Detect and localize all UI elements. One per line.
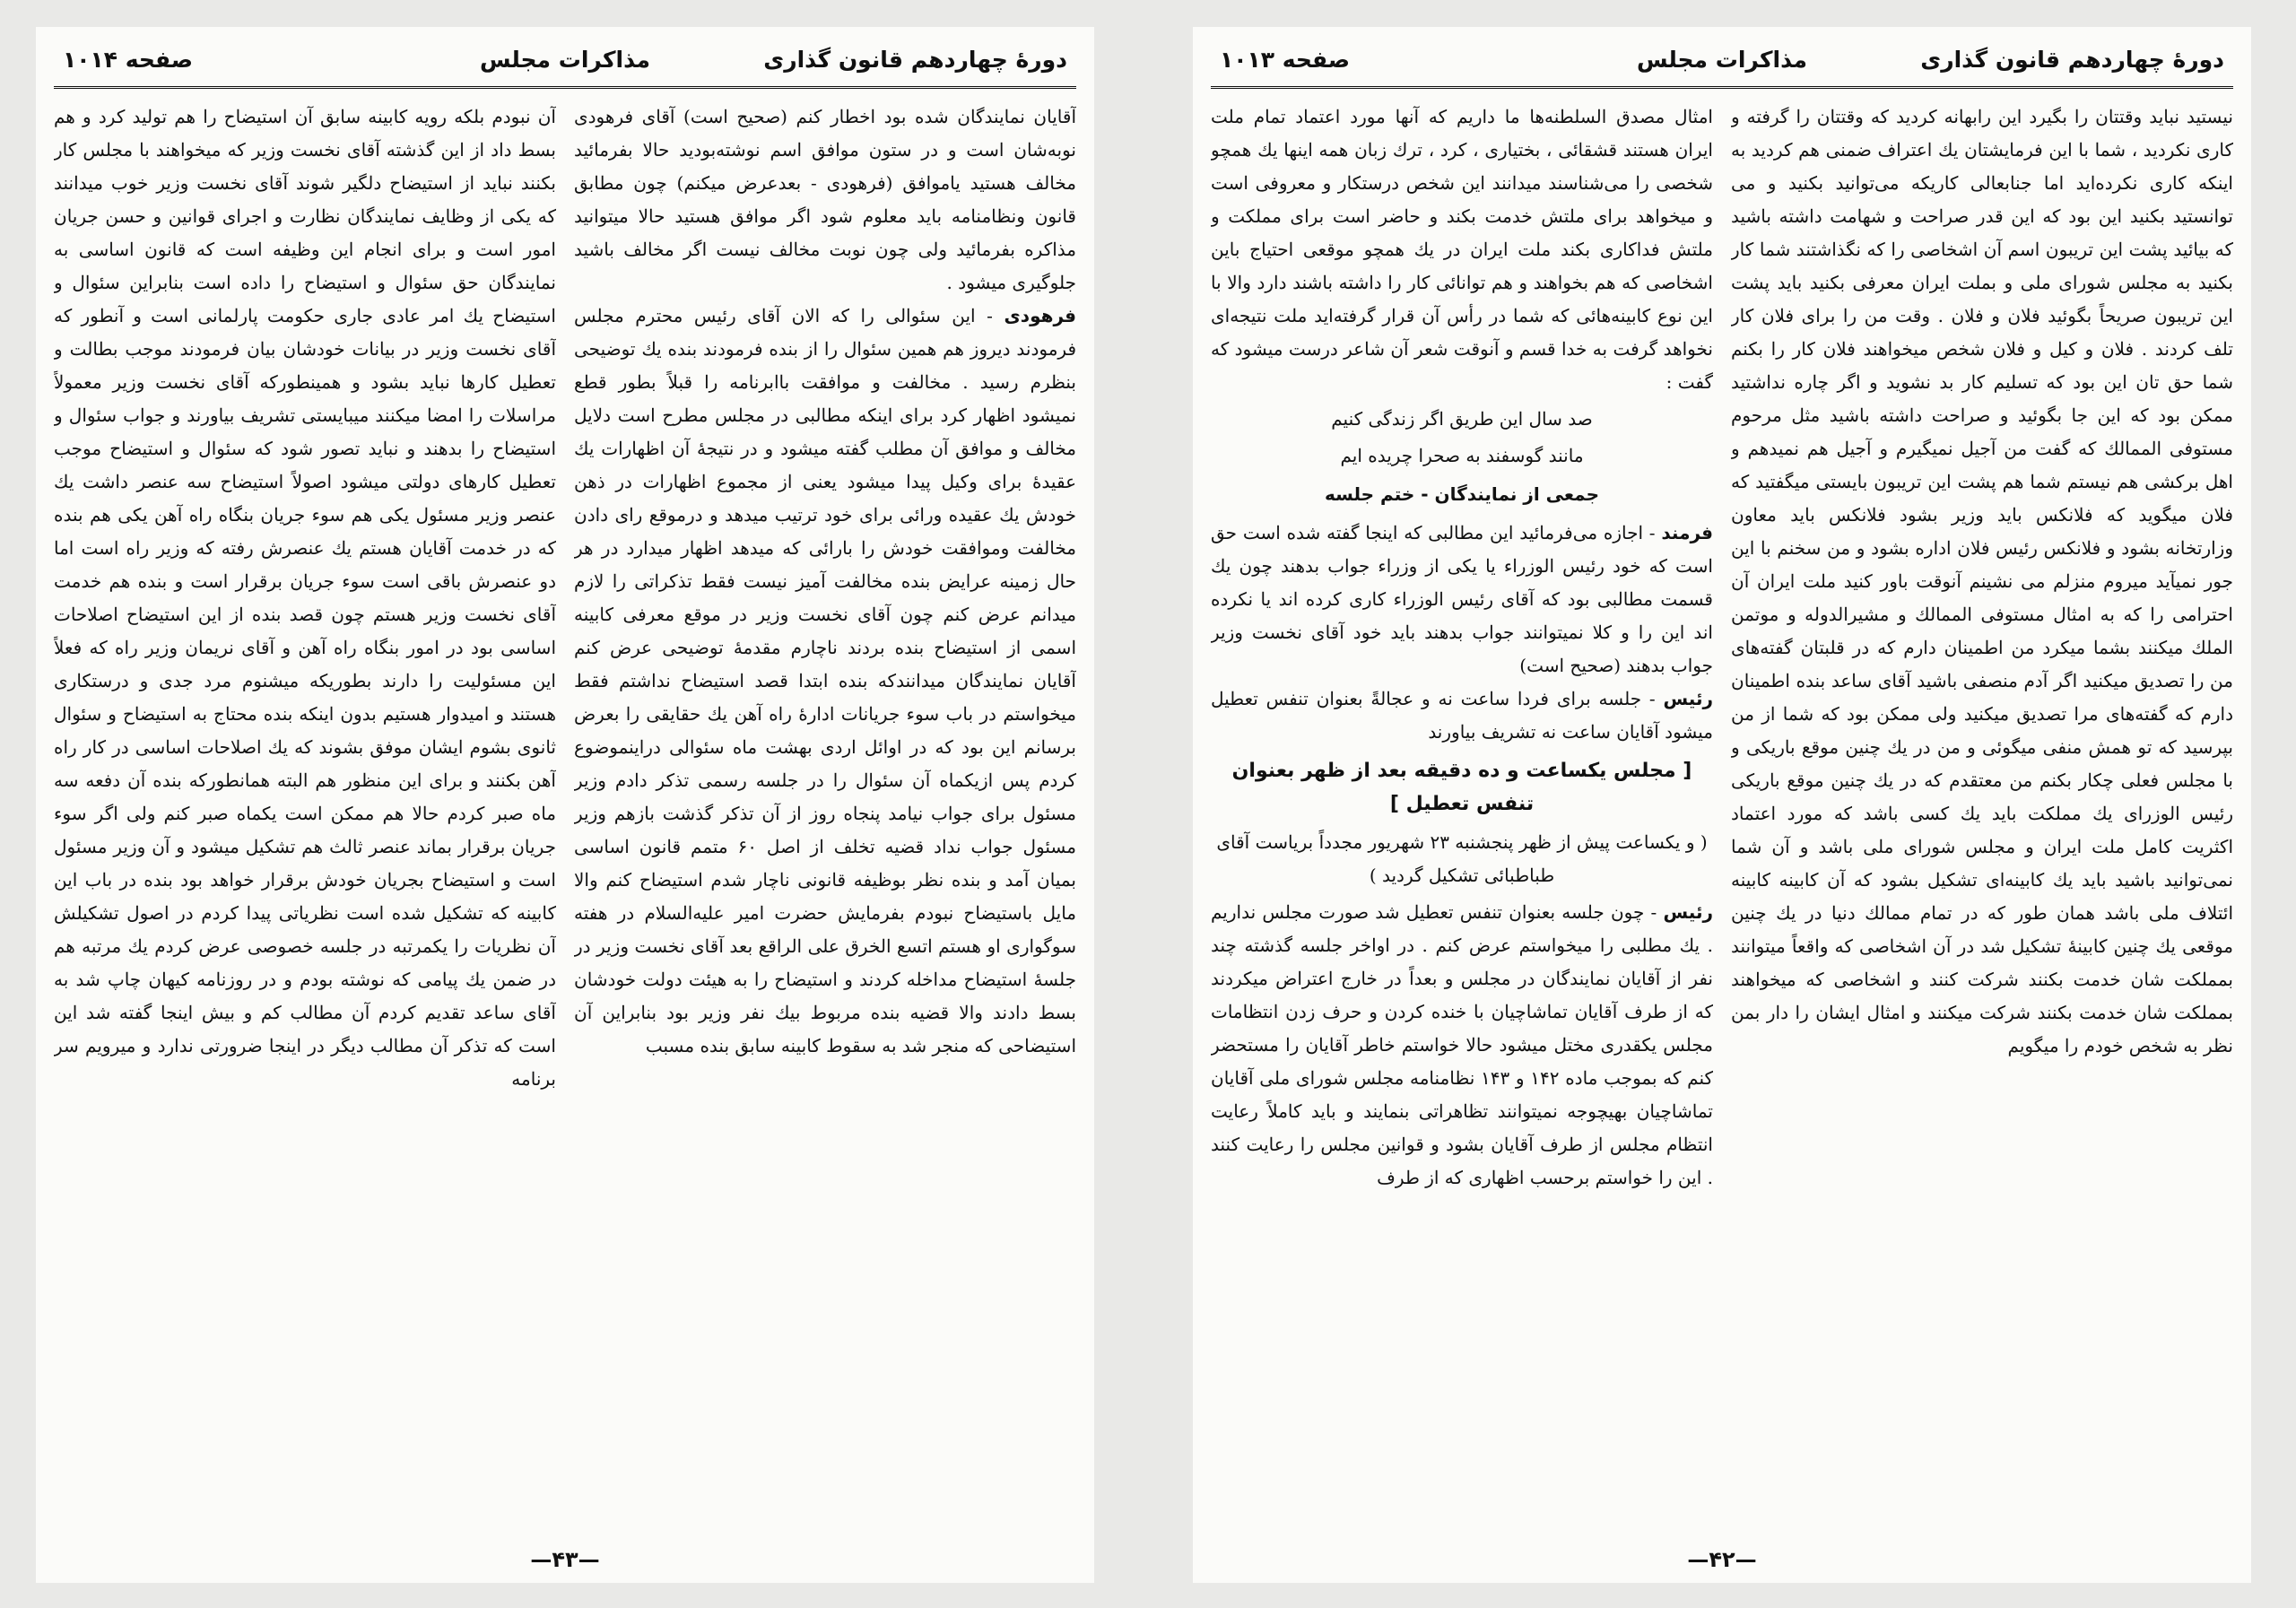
poem-line: مانند گوسفند به صحرا چریده ایم <box>1340 445 1584 466</box>
poem-line: صد سال این طریق اگر زندگی کنیم <box>1331 408 1593 430</box>
speaker-name: رئیس <box>1663 688 1713 709</box>
section-heading: جمعی از نمایندگان - ختم جلسه <box>1324 483 1599 505</box>
session-note: ( و یکساعت پیش از ظهر پنجشنبه ۲۳ شهریور مجدداً بریاست آقای طباطبائی تشکیل گردید ) <box>1216 831 1708 886</box>
speech-text: - جلسه برای فردا ساعت نه و عجالةً بعنوان تنفس تعطیل میشود آقایان ساعت نه تشریف بیاورند <box>1211 688 1713 743</box>
speaker-name: فرمند <box>1661 522 1713 543</box>
journal-title: مذاکرات مجلس <box>479 47 651 73</box>
speech-text: - چون جلسه بعنوان تنفس تعطیل شد صورت مجلس نداریم . یك مطلبی را میخواستم عرض کنم . در اواخر جلسه گذشته چند نفر از آقایان نمایندگان در مجلس و بعداً در خارج اعتراض میکردند که از طرف آقایان تماشاچیان با خنده کردن و حرف زدن انتظامات مجلس یکقدری مختل میشود حالا خواستم خاطر آقایان را مستحضر کنم که بموجب ماده ۱۴۲ و ۱۴۳ نظامنامه مجلس شورای ملی آقایان تماشاچیان بهیچوجه نمیتوانند تظاهراتی بنمایند و باید کاملاً رعایت انتظام مجلس از طرف آقایان بشود و قوانین مجلس را رعایت کنند . این را خواستم برحسب اظهاری که از طرف <box>1211 901 1713 1188</box>
paragraph <box>1211 896 1713 1195</box>
page-header <box>54 47 1076 83</box>
speaker-name: فرهودی <box>1004 305 1076 326</box>
page-label: صفحه ۱۰۱۳ <box>1220 47 1351 73</box>
text-column-left <box>1211 100 1713 1508</box>
page-footer-number: —۴۳— <box>530 1547 600 1572</box>
speaker-name: رئیس <box>1663 901 1713 923</box>
speech-text: - این سئوالی را که الان آقای رئیس محترم مجلس فرمودند دیروز هم همین سئوال را از بنده فرمودند بنده یك توضیحی بنظرم رسید . مخالفت و موافقت باابرنامه را قبلاً بطور قطع نمیشود اظهار کرد برای اینکه مطالبی در مجلس مطرح است دلایل مخالف و موافق آن مطلب گفته میشود و در نتیجهٔ آن اظهارات یك عقیدهٔ برای وکیل پیدا میشود یعنی از مجموع اظهارات در ذهن خودش یك عقیده ورائی برای خود ترتیب میدهد و درموقع رای دادن مخالفت وموافقت خودش را بارائی که میدهد اظهار میدارد در هر حال زمینه عرایض بنده مخالفت آمیز نیست فقط تذکراتی را لازم میدانم عرض کنم چون آقای نخست وزیر در موقع معرفی کابینه اسمی از استیضاح بنده بردند ناچارم مقدمهٔ توضیحی عرض کنم آقایان نمایندگان میدانندکه بنده ابتدا قصد استیضاح نداشتم فقط میخواستم در باب سوء جریانات ادارهٔ راه آهن یك حقایقی را بعرض برسانم این بود که در اوائل اردی بهشت ماه سئوالی دراینموضوع کردم پس ازیکماه آن سئوال را در جلسه رسمی تذکر دادم وزیر مسئول برای جواب نیامد پنجاه روز از آن تذکر گذشت بازهم وزیر مسئول جواب نداد قضیه تخلف از اصل ۶۰ متمم قانون اساسی بمیان آمد و بنده نظر بوظیفه قانونی ناچار شدم استیضاح کنم والا مایل باستیضاح نبودم بفرمایش حضرت امیر علیه‌السلام در هفته سوگواری او هستم اتسع الخرق علی الراقع بعد آقای نخست وزیر در جلسهٔ استیضاح مداخله کردند و استیضاح را به هیئت دولت خودشان بسط دادند والا قضیه بنده مربوط بیك نفر وزیر بود بنابراین آن استیضاحی که منجر شد به سقوط کابینه سابق بنده مسبب <box>574 305 1076 1056</box>
session-title: دورهٔ چهاردهم قانون گذاری <box>763 47 1067 73</box>
paragraph: آقایان نمایندگان شده بود اخطار کنم (صحیح است) آقای فرهودی نوبه‌شان است و در ستون موافق اسم نوشته‌بودید حالا بفرمائید مخالف هستید یاموافق (فرهودی - بعدعرض میکنم) چون مطابق قانون ونظامنامه باید معلوم شود اگر موافق هستید حالا میتوانید مذاکره بفرمائید ولی چون نوبت مخالف نیست اگر مخالف باشید جلوگیری میشود . <box>574 106 1076 293</box>
session-title: دورهٔ چهاردهم قانون گذاری <box>1920 47 2224 73</box>
text-column-left <box>54 100 556 1508</box>
paragraph: نیستید نباید وقتتان را بگیرد این رابهانه کردید که وقتتان را گرفته و کاری نکردید ، شما با این فرمایشتان یك اعتراف ضمنی هم کردید به اینکه کاری نکرده‌اید اما جنابعالی کاریکه می‌توانید بکنید و می توانستید بکنید این بود که این قدر صراحت و شهامت داشته باشید که بیائید پشت این تریبون اسم آن اشخاصی را که نگذاشتند شما کار بکنید به مجلس شورای ملی و بملت ایران معرفی بکنید باید پشت این تریبون صریحاً بگوئید فلان و فلان . وقت من را برای فلان کار تلف کردند . فلان و کیل و فلان شخص میخواهند فلان کار را بکنم شما حق تان این بود که تسلیم کار بد نشوید و اگر چاره نداشتید ممکن بود که این جا بگوئید و صراحت داشته باشید مثل مرحوم مستوفی الممالك که گفت من آجیل نمیگیرم و آجیل هم نمیدهم و اهل برکشی هم نیستم شما هم پشت این تریبون بایستی میگفتید که فلان میگوید که فلانکس باید وزیر بشود فلانکس باید معاون وزارتخانه بشود و فلانکس رئیس فلان اداره بشود و من سخنم با این جور نمیآید میروم منزلم می نشینم آنوقت باور کنید ملت ایران آن احترامی را که به امثال مستوفی الممالك و مشیرالدوله و موتمن الملك میکنند بشما میکرد من اطمینان دارم که در قلبتان گفته‌های من را تصدیق میکنید اگر آدم منصفی باشید آقای ساعد بنده اطمینان دارم که گفته‌های مرا تصدیق میکنید ولی ممکن بود که شما از من بپرسید که تو همش منفی میگوئی و من در یك چنین موقع باریکی و با مجلس فعلی چکار بکنم من معتقدم که در یك چنین موقع باریکی رئیس الوزرای یك مملکت باید یك کسی باشد که مورد اعتماد اکثریت کامل ملت ایران و مجلس شورای ملی باشد و آن شما نمی‌توانید باشید باید یك کابینه‌ای تشکیل بشود که آن کابینه کابینه ائتلاف ملی باشد همان طور که در تمام ممالك دنیا در یك چنین موقعی یك چنین کابینهٔ تشکیل شد در آن اشخاصی که واقعاً میتوانند بمملکت شان خدمت بکنند شرکت کنند و اشخاصی که میخواهند بمملکت شان خدمت بکنند شرکت میکنند و امثال ایشان را دار بمن نظر به شخص خودم را میگویم <box>1731 106 2233 1056</box>
journal-title: مذاکرات مجلس <box>1636 47 1808 73</box>
page-footer-number: —۴۲— <box>1687 1547 1757 1572</box>
paragraph <box>1211 682 1713 749</box>
page-1014 <box>36 27 1094 1583</box>
session-break-heading: [ مجلس یکساعت و ده دقیقه بعد از ظهر بعنوان تنفس تعطیل ] <box>1231 760 1692 815</box>
page-1013 <box>1193 27 2251 1583</box>
text-column-right <box>1731 100 2233 1508</box>
speech-text: - اجازه می‌فرمائید این مطالبی که اینجا گفته شده است حق است که خود رئیس الوزراء یا یکی از وزراء جواب بدهند چون یك قسمت مطالبی بود که آقای رئیس الوزراء کاری کرده اند یا نکرده اند این را و کلا نمیتوانند جواب بدهند باید خود آقای نخست وزیر جواب بدهند (صحیح است) <box>1211 522 1713 676</box>
paragraph <box>574 300 1076 1063</box>
page-header <box>1211 47 2233 83</box>
header-rule <box>54 86 1076 89</box>
paragraph: آن نبودم بلکه رویه کابینه سابق آن استیضاح را هم تولید کرد و هم بسط داد از این گذشته آقای نخست وزیر که میخواهند با مجلس کار بکنند نباید از استیضاح دلگیر شوند آقای نخست وزیر خوب میدانند که یکی از وظایف نمایندگان نظارت و اجرای قوانین و حسن جریان امور است و برای انجام این وظیفه است که قانون اساسی به نمایندگان حق سئوال و استیضاح را داده است بنابراین سئوال و استیضاح یك امر عادی جاری حکومت پارلمانی است و آنطور که آقای نخست وزیر در بیانات خودشان بیان فرمودند موجب بطالت و تعطیل کارها نباید بشود و همینطورکه آقای نخست وزیر معمولاً مراسلات را امضا میکنند میبایستی تشریف بیاورند و جواب سئوال و استیضاح را بدهند و نباید تصور شود که سئوال و استیضاح موجب تعطیل کارهای دولتی میشود اصولاً استیضاح سه عنصر داشت یك عنصر وزیر مسئول یکی هم سوء جریان بنگاه راه آهن یکی هم بنده که در خدمت آقایان هستم یك عنصرش رفته که وزیر راه است اما دو عنصرش باقی است سوء جریان برقرار است و بنده هم خدمت آقای نخست وزیر هستم چون قصد بنده از این استیضاح اصلاحات اساسی بود در امور بنگاه راه آهن و آقای نریمان وزیر راه که فعلاً این مسئولیت را دارند بطوریکه میشنوم مرد جدی و درستکاری هستند و امیدوار هستیم بدون اینکه بنده محتاج به استیضاح و سئوال ثانوی بشوم ایشان موفق بشوند که یك اصلاحات اساسی در کار راه آهن بکنند و برای این منظور هم البته همانطورکه بنده آن دفعه سه ماه صبر کردم حالا هم ممکن است یکماه صبر کنم ولی اگر سوء جریان برقرار بماند عنصر ثالث هم تشکیل میشود و آن وزیر مسئول است و استیضاح بجریان خودش برقرار خواهد بود بنده در باب این کابینه که تشکیل شده است نظریاتی پیدا کردم در اصول تشکیلش آن نظریات را یکمرتبه در جلسه خصوصی عرض کردم یك مرتبه هم در ضمن یك پیامی که نوشته بودم و در روزنامه کیهان چاپ شد به آقای ساعد تقدیم کردم آن مطالب کم و بیش اینجا گفته شد این است که تذکر آن مطالب دیگر در اینجا ضرورتی ندارد و میرویم سر برنامه <box>54 106 556 1090</box>
page-label: صفحه ۱۰۱۴ <box>63 47 194 73</box>
text-column-right <box>574 100 1076 1508</box>
header-rule <box>1211 86 2233 89</box>
paragraph <box>1211 517 1713 682</box>
paragraph: امثال مصدق السلطنه‌ها ما داریم که آنها مورد اعتماد تمام ملت ایران هستند قشقائی ، بختیاری ، کرد ، ترك زبان همه اینها یك همچو شخصی را می‌شناسند میدانند این شخص درستکار و معروفی است و میخواهد برای ملتش خدمت بکند و حاضر است برای مملکت و ملتش فداکاری بکند ملت ایران در یك همچو موقعی احتیاج باین اشخاصی که هم بخواهند و هم توانائی کار را داشته باشند دارد والا با این نوع کابینه‌هائی که شما در رأس آن قرار گرفته‌اید ملت نتیجه‌ای نخواهد گرفت به خدا قسم و آنوقت شعر آن شاعر درست میشود که گفت : <box>1211 106 1713 393</box>
